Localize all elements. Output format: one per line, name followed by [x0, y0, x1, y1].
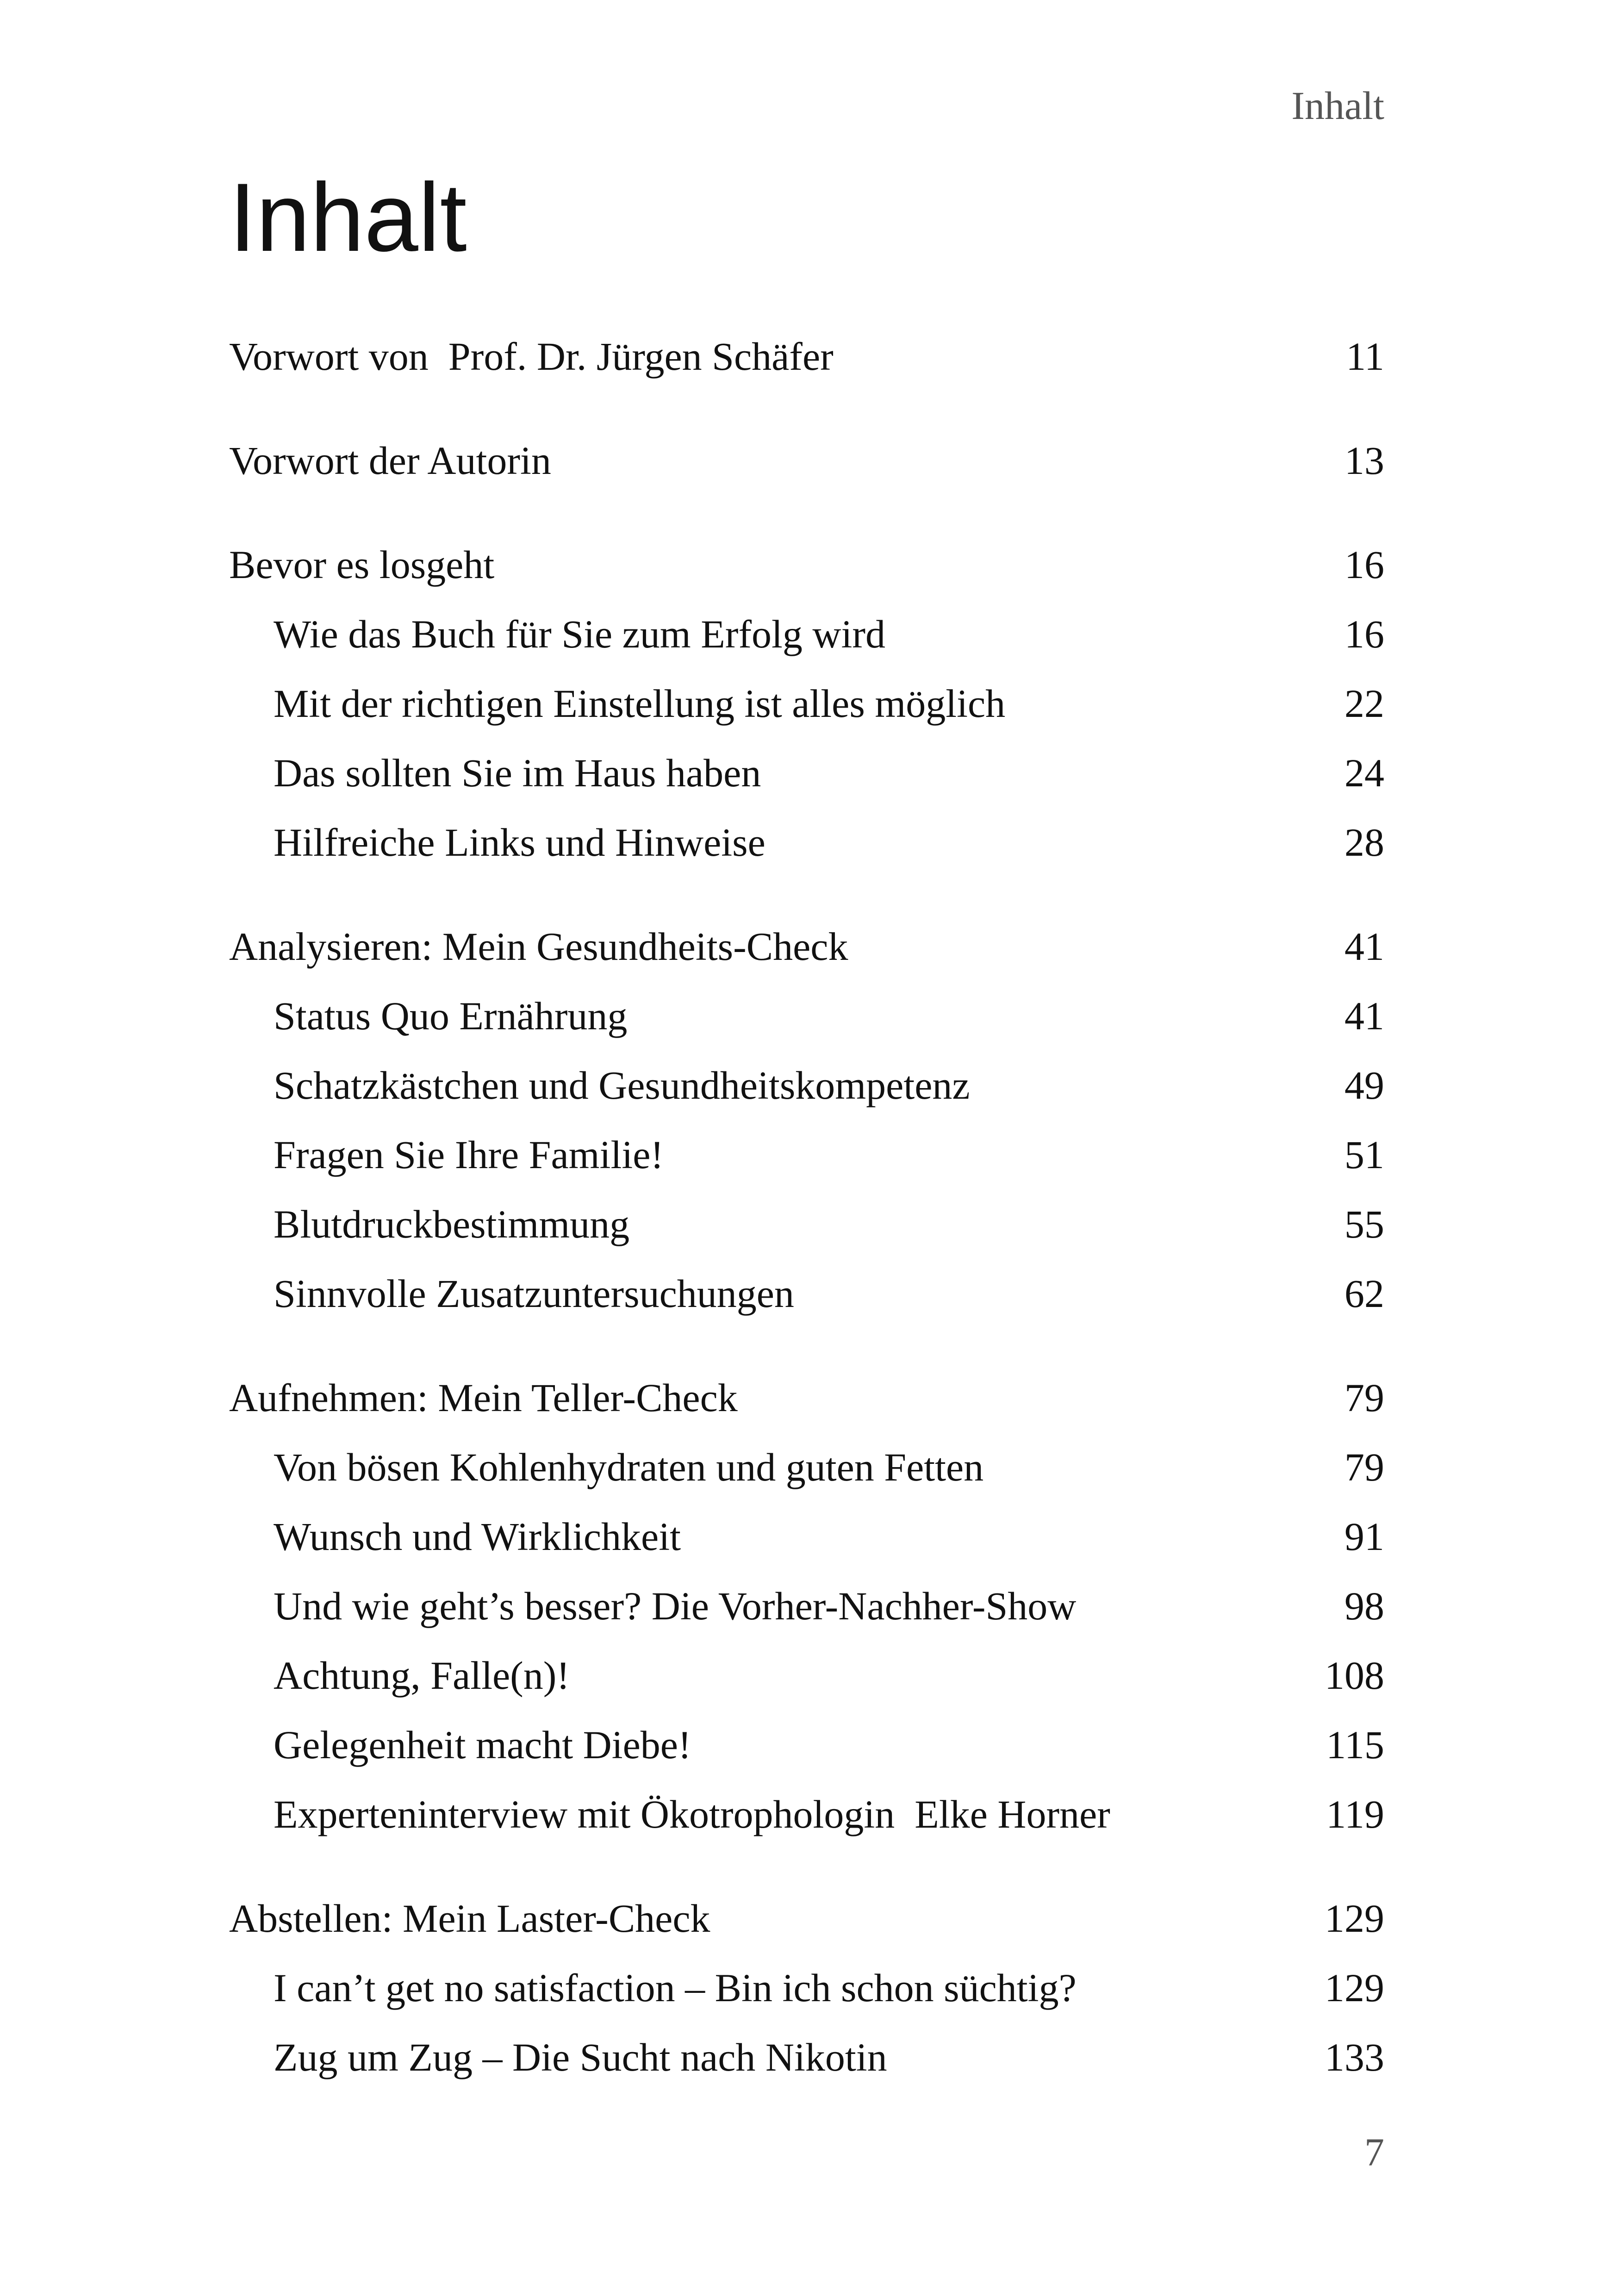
toc-entry-page: 49 [1344, 1063, 1384, 1108]
toc-entry [229, 530, 1384, 599]
toc-entry-page: 98 [1344, 1584, 1384, 1628]
toc-entry-page: 62 [1344, 1271, 1384, 1316]
toc-entry-title: Wie das Buch für Sie zum Erfolg wird [274, 612, 886, 656]
toc-section [229, 1884, 1384, 2092]
toc-entry-page: 41 [1344, 924, 1384, 969]
toc-entry-page: 28 [1344, 820, 1384, 865]
toc-subentry [229, 1953, 1384, 2022]
page-number: 7 [1364, 2130, 1384, 2174]
toc-entry-title: Zug um Zug – Die Sucht nach Nikotin [274, 2035, 887, 2079]
toc-entry-title: Gelegenheit macht Diebe! [274, 1723, 691, 1767]
toc-section [229, 322, 1384, 391]
toc-entry-title: Wunsch und Wirklichkeit [274, 1514, 681, 1559]
running-header: Inhalt [1291, 83, 1384, 128]
toc-entry-page: 24 [1344, 751, 1384, 795]
toc-subentry [229, 2022, 1384, 2092]
toc-subentry [229, 1189, 1384, 1259]
toc-entry-page: 129 [1325, 1896, 1384, 1941]
toc-entry-page: 119 [1326, 1792, 1384, 1836]
toc-entry-page: 108 [1325, 1653, 1384, 1698]
toc-entry-title: Von bösen Kohlenhydraten und guten Fetten [274, 1445, 984, 1489]
toc-entry-page: 51 [1344, 1132, 1384, 1177]
toc-subentry [229, 669, 1384, 738]
toc-entry-title: Sinnvolle Zusatzuntersuchungen [274, 1271, 794, 1316]
toc-subentry [229, 981, 1384, 1051]
toc-entry-page: 91 [1344, 1514, 1384, 1559]
toc-subentry [229, 1432, 1384, 1502]
toc-section [229, 426, 1384, 495]
toc-entry-title: Das sollten Sie im Haus haben [274, 751, 761, 795]
toc-subentry [229, 1780, 1384, 1849]
toc-entry-page: 115 [1326, 1723, 1384, 1767]
toc-subentry [229, 1051, 1384, 1120]
toc-entry-title: Experteninterview mit Ökotrophologin Elke Horner [274, 1792, 1110, 1836]
toc-entry-title: Bevor es losgeht [229, 542, 495, 587]
toc-subentry [229, 599, 1384, 669]
toc-entry-page: 129 [1325, 1966, 1384, 2010]
toc-entry-page: 133 [1325, 2035, 1384, 2079]
toc-entry-title: Vorwort der Autorin [229, 438, 551, 483]
toc-entry-page: 13 [1344, 438, 1384, 483]
toc-entry-page: 16 [1344, 612, 1384, 656]
toc-entry [229, 426, 1384, 495]
toc-entry-title: Fragen Sie Ihre Familie! [274, 1132, 664, 1177]
page-title: Inhalt [229, 163, 467, 272]
toc-entry-page: 16 [1344, 542, 1384, 587]
toc-entry [229, 1884, 1384, 1953]
toc-section [229, 1363, 1384, 1849]
toc-entry [229, 912, 1384, 981]
toc-subentry [229, 1120, 1384, 1189]
toc-entry-title: Achtung, Falle(n)! [274, 1653, 570, 1698]
toc-entry-title: Blutdruckbestimmung [274, 1202, 630, 1246]
toc-entry-title: Schatzkästchen und Gesundheitskompetenz [274, 1063, 970, 1108]
toc-subentry [229, 1641, 1384, 1710]
toc-entry-page: 22 [1344, 681, 1384, 726]
toc-entry-title: Aufnehmen: Mein Teller-Check [229, 1375, 738, 1420]
toc-entry-title: I can’t get no satisfaction – Bin ich schon süchtig? [274, 1966, 1077, 2010]
toc-subentry [229, 738, 1384, 808]
table-of-contents [229, 322, 1384, 2092]
toc-subentry [229, 808, 1384, 877]
toc-entry-page: 79 [1344, 1445, 1384, 1489]
toc-entry-title: Abstellen: Mein Laster-Check [229, 1896, 710, 1941]
toc-entry-page: 79 [1344, 1375, 1384, 1420]
toc-entry [229, 322, 1384, 391]
toc-entry-title: Vorwort von Prof. Dr. Jürgen Schäfer [229, 334, 834, 379]
toc-entry-title: Und wie geht’s besser? Die Vorher-Nachher-Show [274, 1584, 1077, 1628]
toc-subentry [229, 1502, 1384, 1571]
toc-entry-page: 11 [1346, 334, 1384, 379]
toc-entry [229, 1363, 1384, 1432]
toc-entry-title: Status Quo Ernährung [274, 994, 628, 1038]
toc-entry-title: Mit der richtigen Einstellung ist alles möglich [274, 681, 1006, 726]
toc-subentry [229, 1571, 1384, 1641]
toc-subentry [229, 1710, 1384, 1780]
toc-entry-page: 41 [1344, 994, 1384, 1038]
toc-subentry [229, 1259, 1384, 1328]
toc-entry-title: Analysieren: Mein Gesundheits-Check [229, 924, 848, 969]
toc-entry-title: Hilfreiche Links und Hinweise [274, 820, 765, 865]
toc-section [229, 912, 1384, 1328]
toc-section [229, 530, 1384, 877]
toc-entry-page: 55 [1344, 1202, 1384, 1246]
